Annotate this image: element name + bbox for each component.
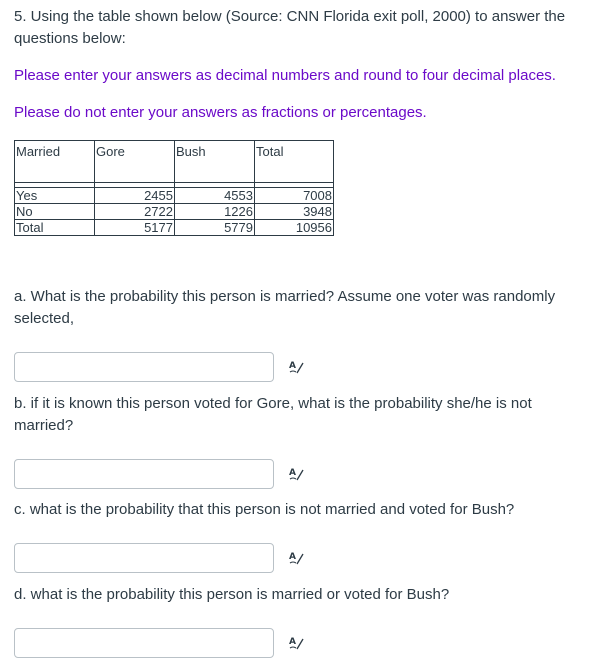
format-answer-icon[interactable] — [288, 550, 304, 566]
exit-poll-table — [14, 140, 334, 236]
part-d-prompt: d. what is the probability this person is married or voted for Bush? — [14, 586, 450, 603]
part-d-answer-input[interactable] — [14, 628, 274, 658]
row-label: Yes — [15, 188, 95, 204]
cell-total: 3948 — [255, 204, 334, 220]
format-answer-icon[interactable] — [288, 359, 304, 375]
part-b-answer-input[interactable] — [14, 459, 274, 489]
row-label: No — [15, 204, 95, 220]
instruction-decimal: Please enter your answers as decimal numbers and round to four decimal places. — [14, 67, 556, 84]
cell-gore: 2455 — [95, 188, 175, 204]
cell-gore: 2722 — [95, 204, 175, 220]
header-bush: Bush — [175, 141, 255, 183]
header-total: Total — [255, 141, 334, 183]
cell-bush: 5779 — [175, 220, 255, 236]
row-label: Total — [15, 220, 95, 236]
table-row — [15, 204, 334, 220]
svg-text:A: A — [289, 468, 296, 478]
part-b-prompt: b. if it is known this person voted for Gore, what is the probability she/he is not married? — [14, 395, 532, 434]
part-c-prompt: c. what is the probability that this person is not married and voted for Bush? — [14, 501, 515, 518]
header-gore: Gore — [95, 141, 175, 183]
format-answer-icon[interactable] — [288, 466, 304, 482]
svg-text:A: A — [289, 552, 296, 562]
header-married: Married — [15, 141, 95, 183]
cell-gore: 5177 — [95, 220, 175, 236]
cell-total: 7008 — [255, 188, 334, 204]
part-a-prompt: a. What is the probability this person is married? Assume one voter was randomly selected, — [14, 288, 556, 327]
cell-bush: 1226 — [175, 204, 255, 220]
part-a-answer-input[interactable] — [14, 352, 274, 382]
part-c-answer-input[interactable] — [14, 543, 274, 573]
table-row — [15, 188, 334, 204]
question-title: 5. Using the table shown below (Source: CNN Florida exit poll, 2000) to answer the questions below: — [14, 8, 566, 47]
svg-text:A: A — [289, 361, 296, 371]
svg-text:A: A — [289, 637, 296, 647]
table-header-row — [15, 141, 334, 183]
table-row — [15, 220, 334, 236]
cell-total: 10956 — [255, 220, 334, 236]
instruction-no-fractions: Please do not enter your answers as fractions or percentages. — [14, 104, 427, 121]
format-answer-icon[interactable] — [288, 635, 304, 651]
cell-bush: 4553 — [175, 188, 255, 204]
